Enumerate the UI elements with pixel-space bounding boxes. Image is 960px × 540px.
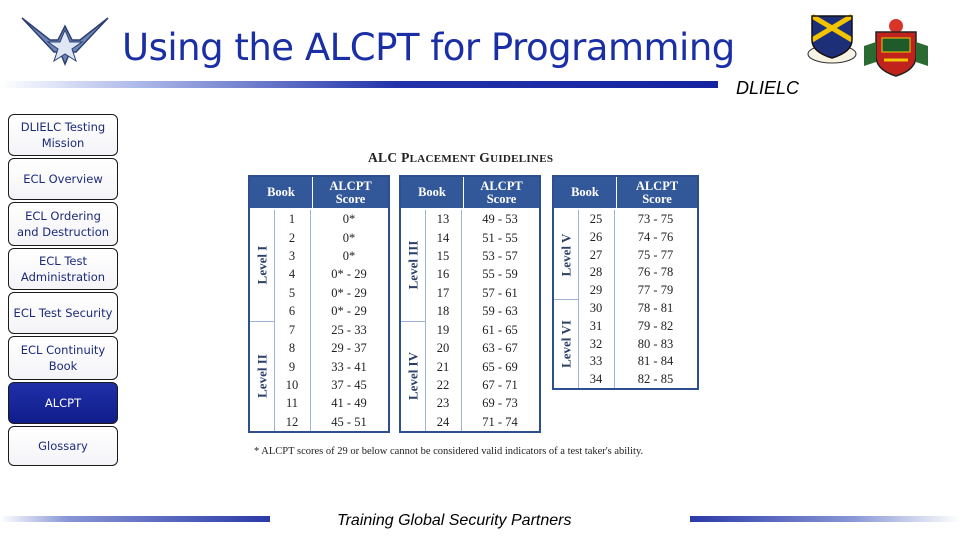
level-label: Level II xyxy=(254,353,269,398)
alcpt-score-range: 51 - 55 xyxy=(482,230,518,245)
page-title: Using the ALCPT for Programming xyxy=(122,26,735,69)
alcpt-score-range: 76 - 78 xyxy=(637,265,674,280)
book-number: 32 xyxy=(589,336,603,351)
book-number: 13 xyxy=(436,212,450,227)
alcpt-score-range: 0* xyxy=(342,249,356,264)
book-number: 10 xyxy=(285,377,299,392)
alcpt-score-range: 79 - 82 xyxy=(637,318,674,333)
alcpt-score-range: 55 - 59 xyxy=(482,267,518,282)
alcpt-score-range: 37 - 45 xyxy=(331,377,367,392)
placement-table xyxy=(248,175,390,433)
book-number: 27 xyxy=(589,247,603,262)
alcpt-score-range: 0* xyxy=(342,230,356,245)
alcpt-score-range: 69 - 73 xyxy=(482,396,518,411)
alcpt-score-range: 65 - 69 xyxy=(482,359,518,374)
placement-table xyxy=(552,175,699,390)
nav-item-glossary[interactable]: Glossary xyxy=(8,426,118,466)
book-number: 31 xyxy=(589,318,603,333)
placement-table xyxy=(399,175,541,433)
nav-item-ecl-ordering[interactable]: ECL Ordering and Destruction xyxy=(8,202,118,246)
nav-item-alcpt[interactable]: ALCPT xyxy=(8,382,118,424)
book-number: 12 xyxy=(285,414,299,429)
header-book: Book xyxy=(267,185,295,199)
table-header xyxy=(401,177,539,208)
book-number: 34 xyxy=(589,372,603,387)
book-number: 28 xyxy=(589,265,603,280)
title-divider xyxy=(0,81,718,88)
book-number: 8 xyxy=(288,341,296,356)
book-number: 23 xyxy=(436,396,450,411)
alcpt-score-range: 33 - 41 xyxy=(331,359,367,374)
book-number: 16 xyxy=(436,267,450,282)
alcpt-score-range: 71 - 74 xyxy=(482,414,518,429)
alcpt-score-range: 57 - 61 xyxy=(482,285,518,300)
book-number: 14 xyxy=(436,230,450,245)
book-number: 18 xyxy=(436,304,450,319)
nav-item-ecl-test-security[interactable]: ECL Test Security xyxy=(8,292,118,334)
alcpt-score-range: 59 - 63 xyxy=(482,304,518,319)
table-header xyxy=(554,177,697,208)
alcpt-score-range: 0* - 29 xyxy=(331,267,367,282)
level-label: Level I xyxy=(254,245,269,285)
alcpt-score-range: 77 - 79 xyxy=(637,283,674,298)
air-force-logo-icon xyxy=(20,12,110,74)
org-label: DLIELC xyxy=(736,78,800,98)
book-number: 22 xyxy=(436,377,450,392)
nav-item-ecl-continuity-book[interactable]: ECL Continuity Book xyxy=(8,336,118,380)
alcpt-score-range: 73 - 75 xyxy=(637,211,674,226)
alcpt-score-range: 45 - 51 xyxy=(331,414,367,429)
alcpt-score-range: 81 - 84 xyxy=(637,354,674,369)
alcpt-score-range: 63 - 67 xyxy=(482,341,518,356)
header-book: Book xyxy=(418,185,446,199)
book-number: 30 xyxy=(589,300,603,315)
institute-crest-icon xyxy=(862,16,930,80)
footer-rule-left xyxy=(0,516,270,522)
alcpt-score-range: 0* - 29 xyxy=(331,304,367,319)
alcpt-score-range: 25 - 33 xyxy=(331,322,367,337)
book-number: 15 xyxy=(436,249,450,264)
book-number: 3 xyxy=(288,249,296,264)
book-number: 5 xyxy=(288,285,296,300)
alcpt-score-range: 75 - 77 xyxy=(637,247,674,262)
book-number: 24 xyxy=(436,414,450,429)
nav-item-ecl-overview[interactable]: ECL Overview xyxy=(8,158,118,200)
alcpt-score-range: 82 - 85 xyxy=(637,372,674,387)
footnote: * ALCPT scores of 29 or below cannot be considered valid indicators of a test taker's ability. xyxy=(254,446,644,457)
book-number: 25 xyxy=(589,211,603,226)
alcpt-score-range: 0* xyxy=(342,212,356,227)
book-number: 1 xyxy=(288,212,296,227)
book-number: 26 xyxy=(589,229,603,244)
alcpt-score-range: 53 - 57 xyxy=(482,249,518,264)
header-book: Book xyxy=(571,185,599,199)
alcpt-score-range: 29 - 37 xyxy=(331,341,367,356)
nav-item-ecl-test-administration[interactable]: ECL Test Administration xyxy=(8,248,118,290)
header-score: ALCPT Score xyxy=(480,178,523,206)
table-header xyxy=(250,177,388,208)
alcpt-score-range: 61 - 65 xyxy=(482,322,518,337)
alcpt-score-range: 41 - 49 xyxy=(331,396,367,411)
book-number: 21 xyxy=(436,359,450,374)
book-number: 29 xyxy=(589,283,603,298)
book-number: 17 xyxy=(436,285,450,300)
book-number: 4 xyxy=(288,267,296,282)
book-number: 19 xyxy=(436,322,450,337)
alcpt-score-range: 67 - 71 xyxy=(482,377,518,392)
nav-item-testing-mission[interactable]: DLIELC Testing Mission xyxy=(8,114,118,156)
book-number: 7 xyxy=(288,322,296,337)
level-label: Level III xyxy=(405,240,420,290)
alcpt-score-range: 49 - 53 xyxy=(482,212,518,227)
header-score: ALCPT Score xyxy=(635,178,679,206)
book-number: 11 xyxy=(285,396,299,411)
book-number: 2 xyxy=(288,230,296,245)
footer-rule-right xyxy=(690,516,960,522)
book-number: 6 xyxy=(288,304,296,319)
placement-guidelines-title: ALC PLACEMENT GUIDELINES xyxy=(368,150,554,165)
book-number: 9 xyxy=(288,359,296,374)
book-number: 33 xyxy=(589,354,603,369)
alcpt-score-range: 74 - 76 xyxy=(637,229,674,244)
level-label: Level V xyxy=(558,233,573,276)
alcpt-score-range: 0* - 29 xyxy=(331,285,367,300)
header-score: ALCPT Score xyxy=(329,178,372,206)
book-number: 20 xyxy=(436,341,450,356)
level-label: Level VI xyxy=(558,319,573,368)
alcpt-score-range: 80 - 83 xyxy=(637,336,674,351)
school-shield-icon xyxy=(804,12,860,66)
alcpt-score-range: 78 - 81 xyxy=(637,300,674,315)
footer-tagline: Training Global Security Partners xyxy=(337,512,572,529)
level-label: Level IV xyxy=(405,351,420,400)
